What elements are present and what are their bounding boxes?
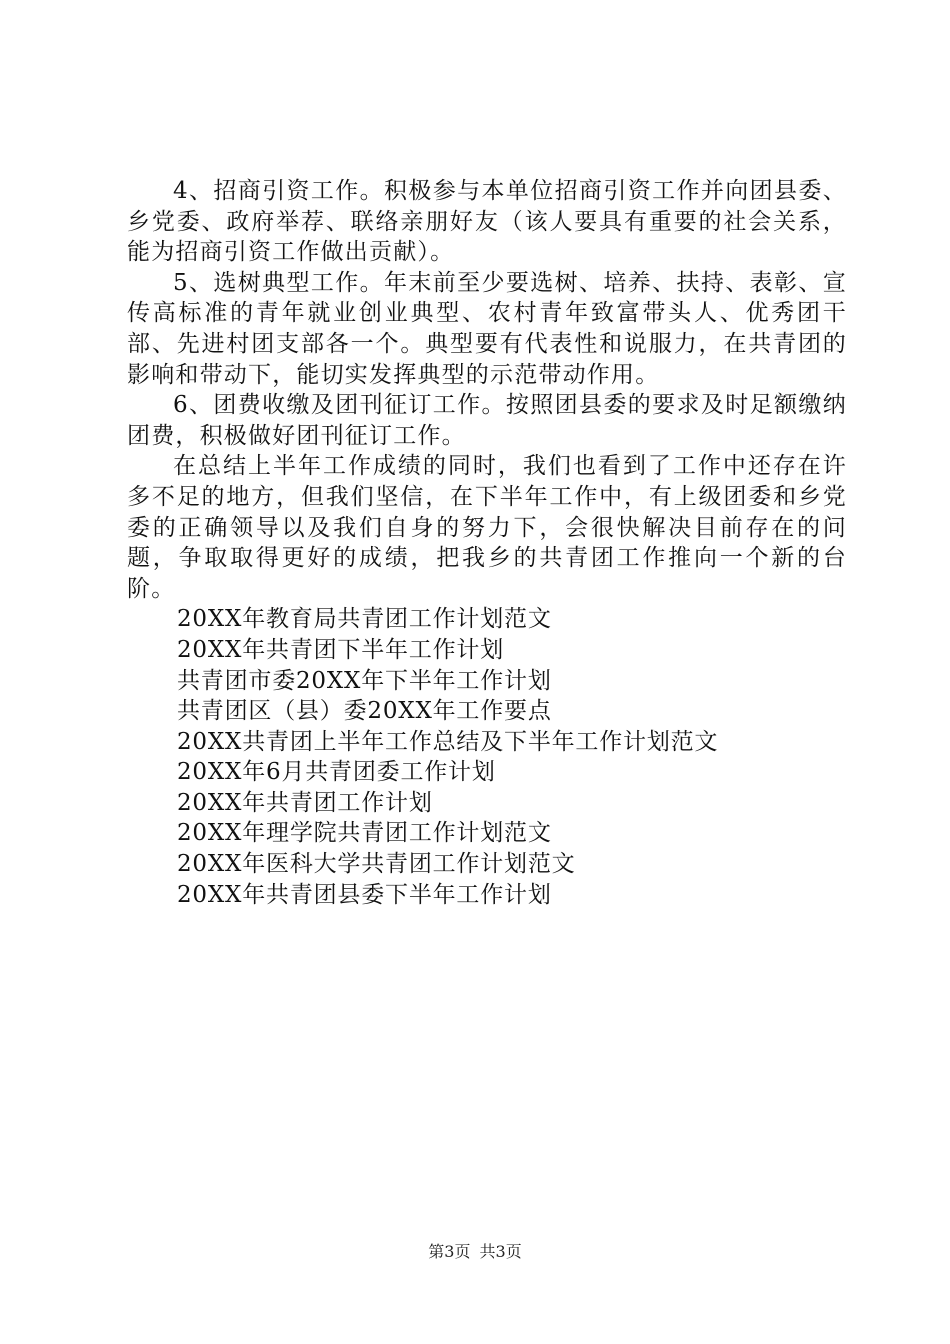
page-total: 共3页 xyxy=(479,1242,522,1261)
paragraph-membership-fees: 6、团费收缴及团刊征订工作。按照团县委的要求及时足额缴纳团费，积极做好团刊征订工作。 xyxy=(127,392,847,449)
related-article-link[interactable]: 20XX年共青团工作计划 xyxy=(177,789,433,816)
related-article-link[interactable]: 共青团市委20XX年下半年工作计划 xyxy=(177,667,552,694)
related-article-link[interactable]: 20XX年共青团县委下半年工作计划 xyxy=(177,881,552,908)
paragraph-summary: 在总结上半年工作成绩的同时，我们也看到了工作中还存在许多不足的地方，但我们坚信，在下半年工作中，有上级团委和乡党委的正确领导以及我们自身的努力下，会很快解决目前存在的问题，争取取得更好的成绩，把我乡的共青团工作推向一个新的台阶。 xyxy=(127,453,847,602)
related-articles-list xyxy=(127,604,847,910)
page-footer xyxy=(0,1241,950,1263)
related-article-link[interactable]: 20XX年理学院共青团工作计划范文 xyxy=(177,820,552,847)
paragraph-role-models: 5、选树典型工作。年末前至少要选树、培养、扶持、表彰、宣传高标准的青年就业创业典型、农村青年致富带头人、优秀团干部、先进村团支部各一个。典型要有代表性和说服力，在共青团的影响和带动下，能切实发挥典型的示范带动作用。 xyxy=(127,269,847,388)
document-body xyxy=(127,176,847,910)
related-article-link[interactable]: 20XX年共青团下半年工作计划 xyxy=(177,636,505,663)
paragraph-investment: 4、招商引资工作。积极参与本单位招商引资工作并向团县委、乡党委、政府举荐、联络亲朋好友（该人要具有重要的社会关系，能为招商引资工作做出贡献）。 xyxy=(127,178,847,266)
related-article-link[interactable]: 20XX共青团上半年工作总结及下半年工作计划范文 xyxy=(177,728,719,755)
related-article-link[interactable]: 20XX年医科大学共青团工作计划范文 xyxy=(177,851,576,878)
page-number: 第3页 xyxy=(428,1242,471,1261)
related-article-link[interactable]: 20XX年6月共青团委工作计划 xyxy=(177,759,496,786)
related-article-link[interactable]: 共青团区（县）委20XX年工作要点 xyxy=(177,698,552,725)
related-article-link[interactable]: 20XX年教育局共青团工作计划范文 xyxy=(177,606,552,633)
